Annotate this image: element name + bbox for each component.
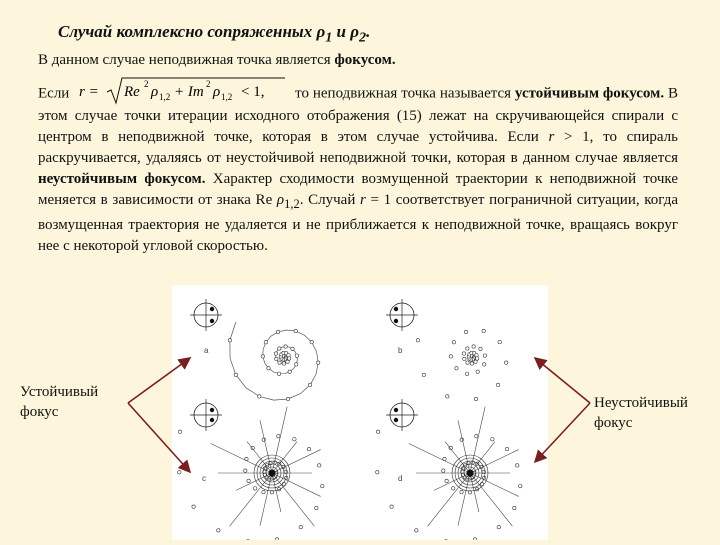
panel-label-a: a — [204, 346, 209, 355]
svg-text:< 1,: < 1, — [241, 84, 264, 100]
panel-label-b: b — [398, 346, 403, 355]
unstable-focus-label: Неустойчивый фокус — [594, 393, 688, 433]
arrow-to-b — [535, 358, 590, 403]
panel-label-c: c — [202, 474, 206, 483]
stable-focus-term: устойчивым фокусом. — [515, 85, 664, 101]
svg-text:r =: r = — [79, 84, 99, 100]
arrow-to-c — [128, 403, 190, 472]
intro-line: В данном случае неподвижная точка является фокусом. — [38, 52, 396, 69]
body-paragraph: Если r = Re 2 ρ 1,2 + Im 2 ρ 1,2 < 1, то неподвижная точка называется устойчивым фокусом. В этом случае точки итерации исходного отображения (15) лежат на скручивающейся спирали с центром в неподвижной точке, которая в этом случае устойчива. Если r > 1, то спираль раскручивается, удаляясь от неустойчивой неподвижной точки, которая в данном случае является неустойчивым фокусом. Характер сходимости возмущенной траектории к неподвижной точке меняется в зависимости от знака Re $\rho_{1,2}$. Случай r = 1 соответствует пограничной ситуации, когда возмущенная траектория не удаляется и не приближается к неподвижной точке, вращаясь вокруг нее с некоторой угловой скоростью. — [38, 82, 678, 257]
svg-text:ρ: ρ — [150, 84, 158, 100]
stable-focus-label: Устойчивый фокус — [20, 382, 98, 422]
svg-text:1,2: 1,2 — [221, 92, 232, 102]
focus-term: фокусом. — [334, 52, 395, 68]
svg-text:2: 2 — [206, 79, 211, 89]
svg-text:1,2: 1,2 — [159, 92, 170, 102]
slide-title: Случай комплексно сопряженных $\rho_1$ и $\rho_2$. — [58, 22, 370, 46]
svg-text:ρ: ρ — [212, 84, 220, 100]
svg-text:2: 2 — [144, 79, 149, 89]
panel-label-d: d — [398, 474, 402, 483]
arrow-to-d — [535, 403, 590, 462]
svg-text:Re: Re — [123, 84, 140, 100]
arrow-to-a — [128, 358, 190, 403]
svg-text:+ Im: + Im — [174, 84, 204, 100]
unstable-focus-term: неустойчивым фокусом. — [38, 171, 206, 187]
